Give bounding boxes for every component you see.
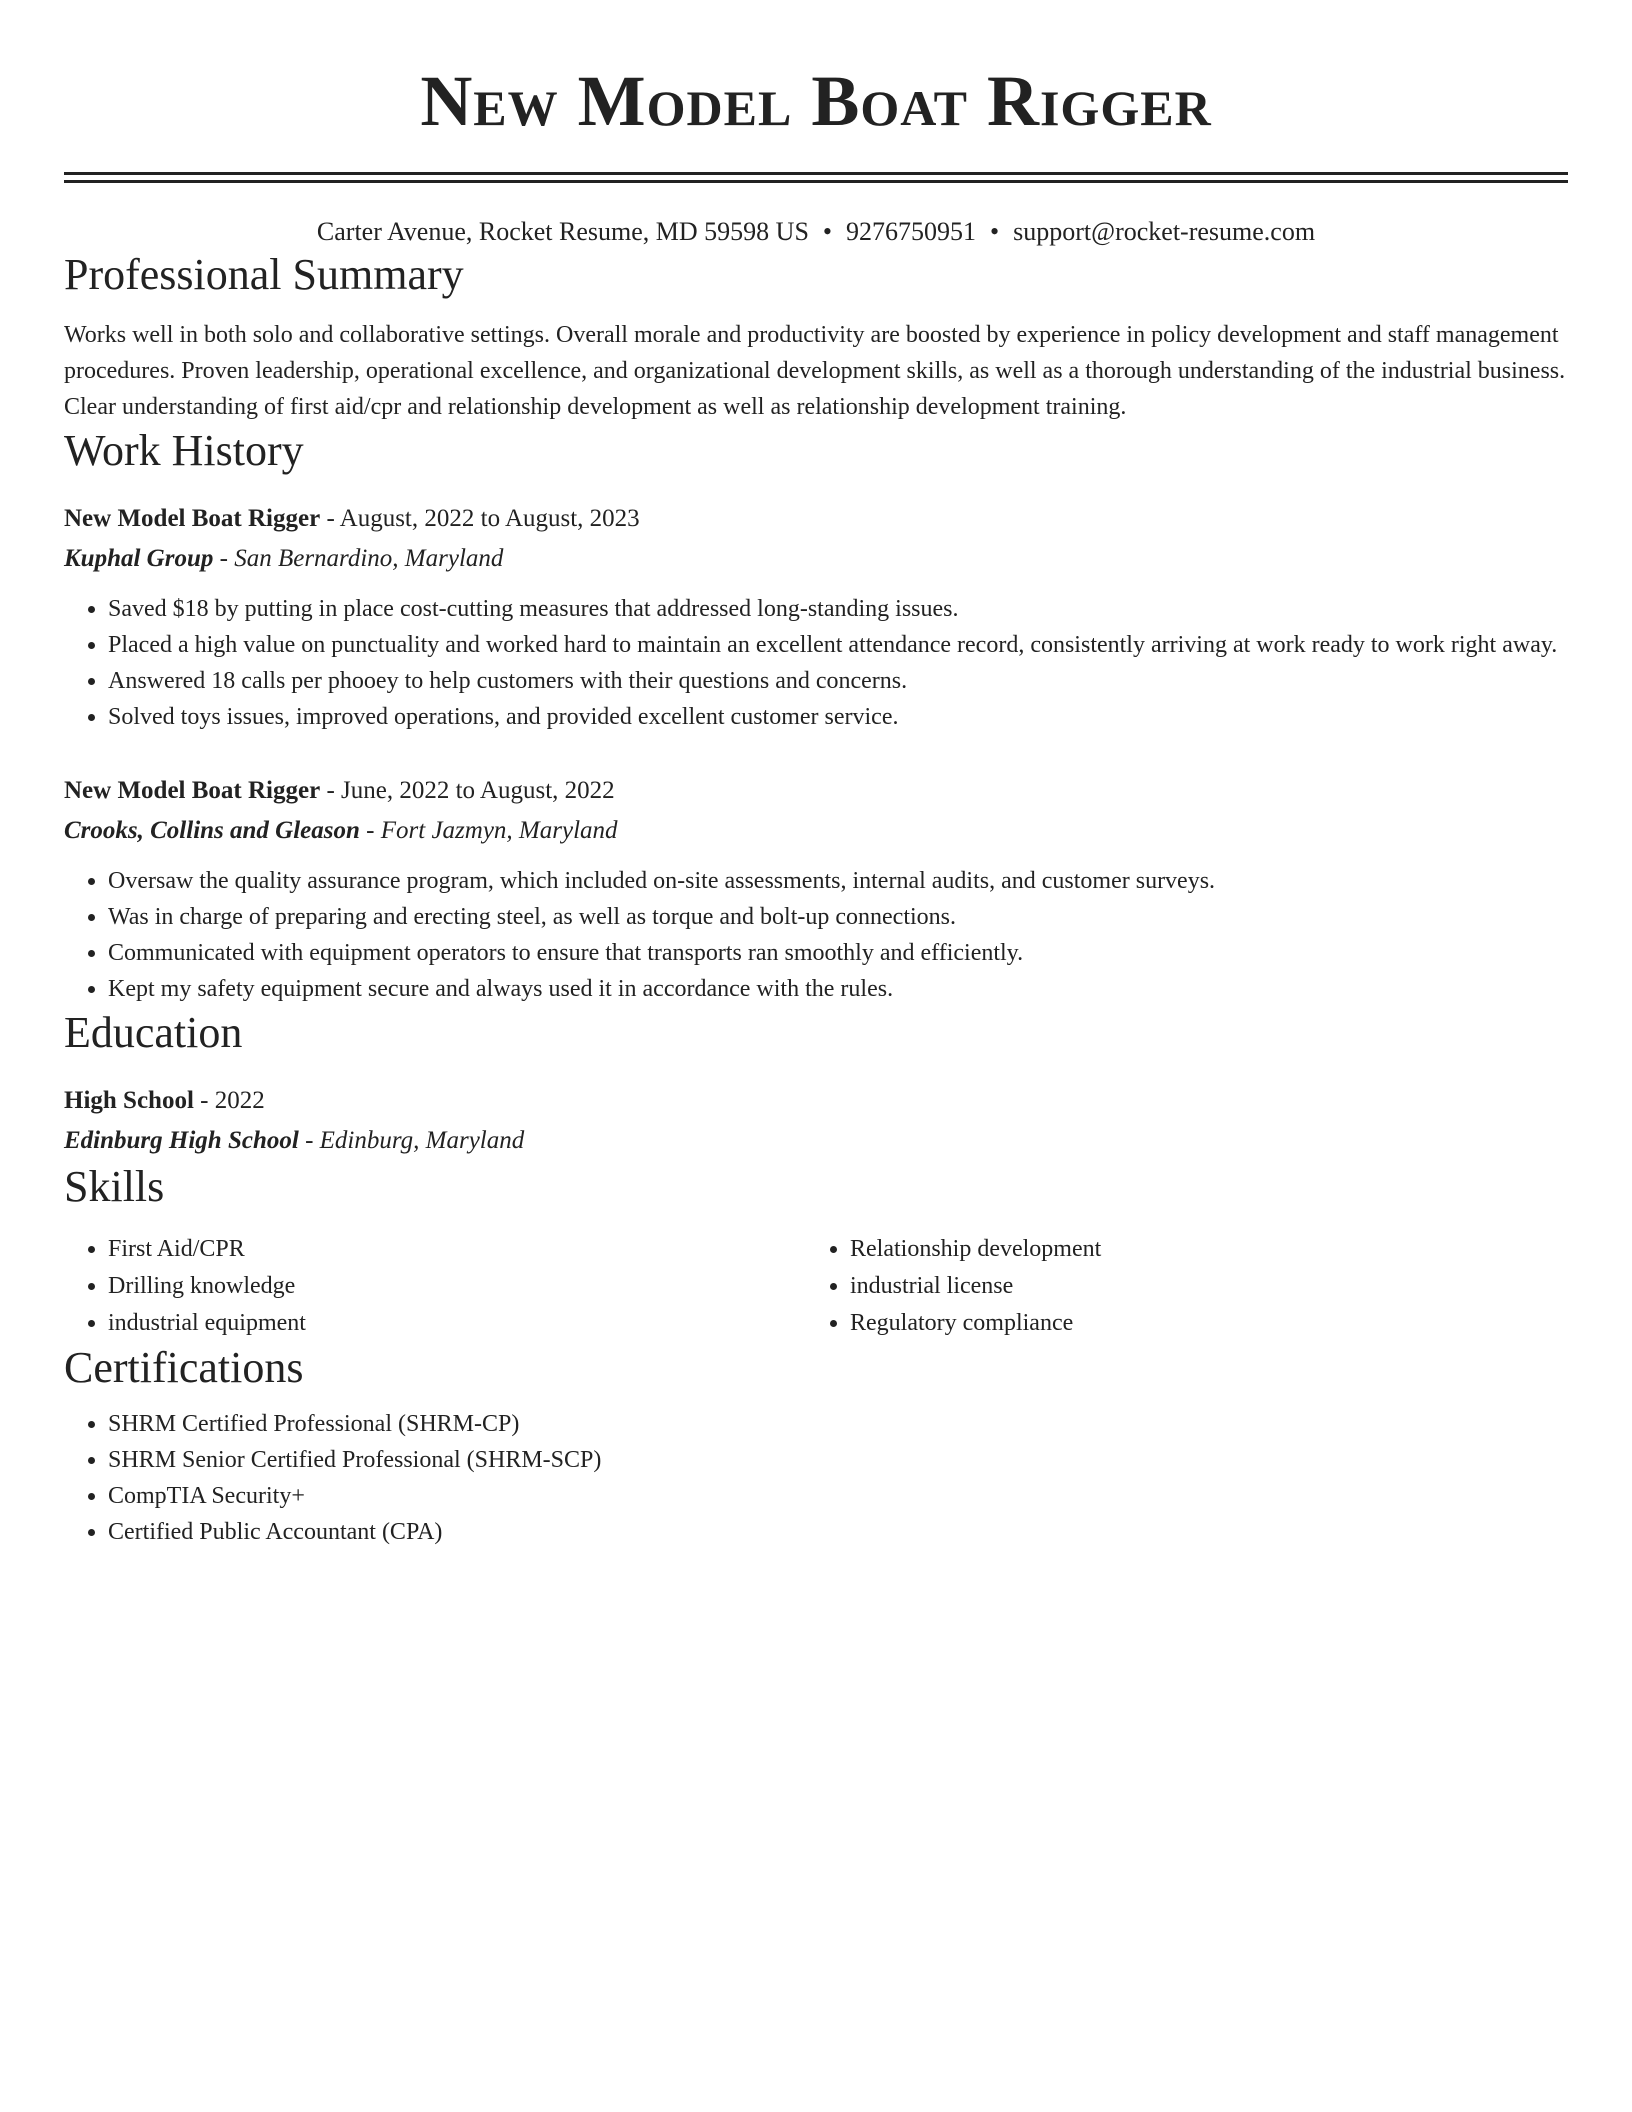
- contact-separator: •: [822, 217, 833, 246]
- list-item: • CompTIA Security+: [108, 1478, 1568, 1514]
- job-dates: - August, 2022 to August, 2023: [320, 505, 640, 532]
- contact-separator: •: [990, 217, 1000, 246]
- section-heading-work-history: Work History: [64, 426, 304, 475]
- list-item: • Saved $18 by putting in place cost-cutting measures that addressed long-standing issues.: [108, 591, 1568, 627]
- summary-text: Works well in both solo and collaborative settings. Overall morale and productivity are boosted by experience in policy development and staff management procedures. Proven leadership, operational excellence, and organizational development skills, as well as a thorough understanding of the industrial business. Clear understanding of first aid/cpr and relationship development as well as relationship development training.: [64, 322, 1566, 420]
- job-title: New Model Boat Rigger: [64, 777, 321, 804]
- job-company: Crooks, Collins and Gleason: [64, 817, 360, 844]
- job-company-line: [64, 811, 1568, 851]
- list-item: • Kept my safety equipment secure and always used it in accordance with the rules.: [108, 971, 1568, 1007]
- list-item: • Was in charge of preparing and erecting steel, as well as torque and bolt-up connections.: [108, 899, 1568, 935]
- list-item: • Solved toys issues, improved operations, and provided excellent customer service.: [108, 699, 1568, 735]
- section-heading-summary: Professional Summary: [64, 250, 464, 299]
- job-duties-list: [64, 591, 1568, 735]
- job-role-line: [64, 771, 1568, 811]
- list-item: • Oversaw the quality assurance program, which included on-site assessments, internal audits, and customer surveys.: [108, 863, 1568, 899]
- job-duties-list: [64, 863, 1568, 1007]
- job-role-line: [64, 499, 1568, 539]
- header-divider: [64, 172, 1568, 183]
- skills-list-left: [64, 1231, 806, 1342]
- education-location: - Edinburg, Maryland: [298, 1127, 525, 1154]
- section-heading-certifications: Certifications: [64, 1343, 304, 1392]
- list-item: • Certified Public Accountant (CPA): [108, 1514, 1568, 1550]
- job-title: New Model Boat Rigger: [64, 505, 321, 532]
- education-school: Edinburg High School: [64, 1127, 299, 1154]
- list-item: • Relationship development: [850, 1231, 1568, 1268]
- list-item: • Communicated with equipment operators to ensure that transports ran smoothly and efficiently.: [108, 935, 1568, 971]
- list-item: • Drilling knowledge: [108, 1268, 806, 1305]
- job-company: Kuphal Group: [64, 545, 214, 572]
- certifications-list: [64, 1406, 1568, 1550]
- contact-phone: 9276750951: [846, 217, 977, 246]
- job-entry: [64, 499, 1568, 735]
- list-item: • SHRM Certified Professional (SHRM-CP): [108, 1406, 1568, 1442]
- education-degree-line: [64, 1081, 1568, 1121]
- skills-grid: [64, 1231, 1568, 1342]
- contact-line: [64, 215, 1568, 249]
- job-location: - Fort Jazmyn, Maryland: [359, 817, 618, 844]
- list-item: • industrial license: [850, 1268, 1568, 1305]
- education-school-line: [64, 1121, 1568, 1161]
- section-heading-education: Education: [64, 1008, 243, 1057]
- list-item: • Regulatory compliance: [850, 1305, 1568, 1342]
- job-company-line: [64, 539, 1568, 579]
- education-year: - 2022: [193, 1087, 265, 1114]
- resume-name: New Model Boat Rigger: [420, 61, 1212, 141]
- education-degree: High School: [64, 1087, 194, 1114]
- contact-address: Carter Avenue, Rocket Resume, MD 59598 US: [316, 217, 809, 246]
- education-entry: [64, 1081, 1568, 1161]
- list-item: • Answered 18 calls per phooey to help customers with their questions and concerns.: [108, 663, 1568, 699]
- section-heading-skills: Skills: [64, 1162, 165, 1211]
- list-item: • Placed a high value on punctuality and worked hard to maintain an excellent attendance record, consistently arriving at work ready to work right away.: [108, 627, 1568, 663]
- contact-email: support@rocket-resume.com: [1013, 217, 1316, 246]
- job-entry: [64, 771, 1568, 1007]
- list-item: • industrial equipment: [108, 1305, 806, 1342]
- list-item: • SHRM Senior Certified Professional (SHRM-SCP): [108, 1442, 1568, 1478]
- job-location: - San Bernardino, Maryland: [213, 545, 504, 572]
- list-item: • First Aid/CPR: [108, 1231, 806, 1268]
- job-dates: - June, 2022 to August, 2022: [320, 777, 615, 804]
- skills-list-right: [806, 1231, 1568, 1342]
